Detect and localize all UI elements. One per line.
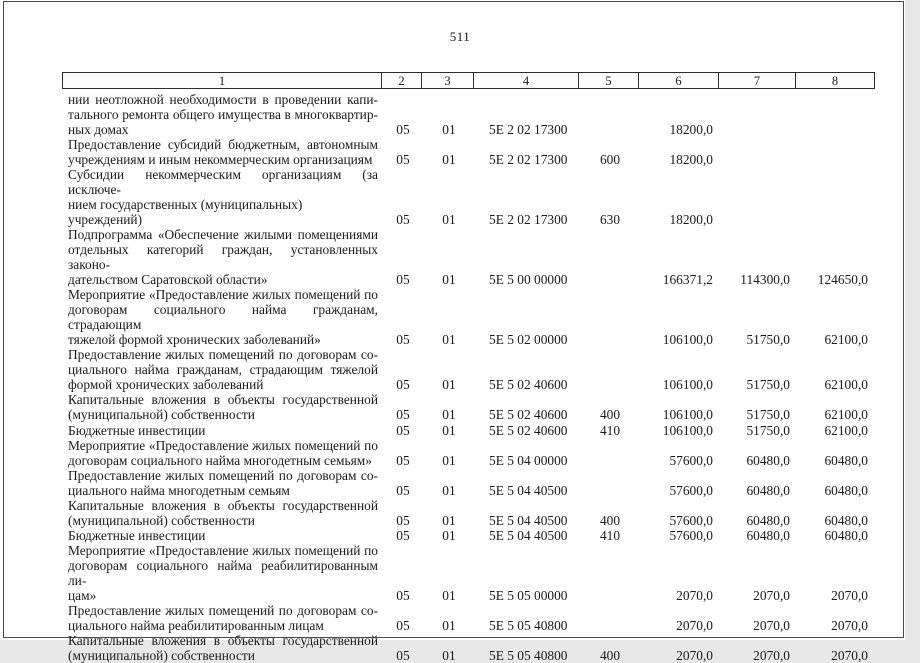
cell-target-article-code: 5Е 5 05 40800 <box>475 648 580 663</box>
table-row <box>62 633 875 663</box>
table-body <box>62 92 875 663</box>
header-cell-2: 2 <box>382 73 422 88</box>
row-label <box>62 392 383 422</box>
cell-amount-year3: 2070,0 <box>797 648 875 663</box>
row-label-line: договорам социального найма реабилитированным ли- <box>68 558 378 588</box>
cell-amount-year3: 2070,0 <box>797 618 875 633</box>
cell-amount-year1: 57600,0 <box>640 483 720 498</box>
cell-subsection-code: 01 <box>423 152 475 167</box>
cell-subsection-code: 01 <box>423 528 475 543</box>
header-cell-3: 3 <box>422 73 474 88</box>
row-label <box>62 633 383 663</box>
cell-amount-year1: 18200,0 <box>640 152 720 167</box>
row-label-line: договорам социального найма гражданам, страдающим <box>68 302 378 332</box>
cell-section-code: 05 <box>383 272 423 287</box>
cell-subsection-code: 01 <box>423 272 475 287</box>
row-label-line: Подпрограмма «Обеспечение жилыми помещениями <box>68 227 378 242</box>
cell-amount-year1: 106100,0 <box>640 377 720 392</box>
cell-amount-year2: 51750,0 <box>720 407 797 422</box>
cell-subsection-code: 01 <box>423 332 475 347</box>
cell-amount-year2: 2070,0 <box>720 618 797 633</box>
table-row <box>62 392 875 422</box>
cell-amount-year3: 60480,0 <box>797 513 875 528</box>
header-cell-4: 4 <box>474 73 579 88</box>
cell-amount-year2: 51750,0 <box>720 377 797 392</box>
row-label-line: Предоставление жилых помещений по договорам со- <box>68 603 378 618</box>
cell-subsection-code: 01 <box>423 122 475 137</box>
cell-amount-year3: 60480,0 <box>797 528 875 543</box>
table-row <box>62 137 875 167</box>
cell-amount-year2: 60480,0 <box>720 528 797 543</box>
row-label <box>62 498 383 528</box>
row-label-line: Субсидии некоммерческим организациям (за исключе- <box>68 167 378 197</box>
budget-expenditure-table <box>62 72 875 663</box>
cell-section-code: 05 <box>383 407 423 422</box>
row-label <box>62 227 383 287</box>
cell-target-article-code: 5Е 5 05 00000 <box>475 588 580 603</box>
row-label-line: Капитальные вложения в объекты государственной <box>68 633 378 648</box>
cell-section-code: 05 <box>383 332 423 347</box>
row-label-line: (муниципальной) собственности <box>68 407 378 422</box>
cell-amount-year1: 2070,0 <box>640 648 720 663</box>
row-label <box>62 137 383 167</box>
cell-expense-type-code: 400 <box>580 648 640 663</box>
cell-amount-year3: 60480,0 <box>797 453 875 468</box>
cell-section-code: 05 <box>383 618 423 633</box>
cell-section-code: 05 <box>383 212 423 227</box>
cell-subsection-code: 01 <box>423 423 475 438</box>
row-label-line: Предоставление жилых помещений по договорам со- <box>68 468 378 483</box>
row-label <box>62 468 383 498</box>
row-label-line: Капитальные вложения в объекты государственной <box>68 392 378 407</box>
cell-amount-year3: 2070,0 <box>797 588 875 603</box>
cell-amount-year1: 57600,0 <box>640 513 720 528</box>
cell-amount-year2: 2070,0 <box>720 588 797 603</box>
cell-subsection-code: 01 <box>423 618 475 633</box>
row-label-line: тального ремонта общего имущества в многоквартир- <box>68 107 378 122</box>
row-label <box>62 423 383 438</box>
cell-target-article-code: 5Е 5 00 00000 <box>475 272 580 287</box>
row-label-line: (муниципальной) собственности <box>68 513 378 528</box>
cell-section-code: 05 <box>383 377 423 392</box>
cell-amount-year2: 60480,0 <box>720 453 797 468</box>
cell-amount-year1: 2070,0 <box>640 588 720 603</box>
row-label <box>62 603 383 633</box>
cell-target-article-code: 5Е 2 02 17300 <box>475 122 580 137</box>
row-label-line: нии неотложной необходимости в проведении капи- <box>68 92 378 107</box>
cell-target-article-code: 5Е 5 04 40500 <box>475 483 580 498</box>
cell-subsection-code: 01 <box>423 648 475 663</box>
row-label-line: цам» <box>68 588 378 603</box>
table-row <box>62 438 875 468</box>
cell-amount-year2: 2070,0 <box>720 648 797 663</box>
cell-target-article-code: 5Е 5 04 40500 <box>475 513 580 528</box>
cell-section-code: 05 <box>383 588 423 603</box>
row-label-line: отдельных категорий граждан, установленных законо- <box>68 242 378 272</box>
cell-amount-year3: 62100,0 <box>797 423 875 438</box>
cell-amount-year2: 51750,0 <box>720 423 797 438</box>
row-label-line: Мероприятие «Предоставление жилых помещений по <box>68 438 378 453</box>
header-cell-7: 7 <box>719 73 796 88</box>
cell-section-code: 05 <box>383 453 423 468</box>
cell-amount-year3: 62100,0 <box>797 332 875 347</box>
row-label-line: тяжелой формой хронических заболеваний» <box>68 332 378 347</box>
cell-target-article-code: 5Е 5 02 40600 <box>475 423 580 438</box>
row-label-line: циального найма многодетным семьям <box>68 483 378 498</box>
cell-amount-year3: 62100,0 <box>797 377 875 392</box>
cell-expense-type-code: 600 <box>580 152 640 167</box>
cell-subsection-code: 01 <box>423 407 475 422</box>
table-row <box>62 92 875 137</box>
cell-amount-year3: 60480,0 <box>797 483 875 498</box>
cell-amount-year1: 18200,0 <box>640 212 720 227</box>
row-label-line: Предоставление субсидий бюджетным, автономным <box>68 137 378 152</box>
cell-amount-year2: 60480,0 <box>720 483 797 498</box>
cell-subsection-code: 01 <box>423 588 475 603</box>
row-label <box>62 528 383 543</box>
row-label-line: Капитальные вложения в объекты государственной <box>68 498 378 513</box>
row-label-line: (муниципальной) собственности <box>68 648 378 663</box>
cell-amount-year3: 124650,0 <box>797 272 875 287</box>
cell-target-article-code: 5Е 2 02 17300 <box>475 152 580 167</box>
row-label-line: Бюджетные инвестиции <box>68 423 378 438</box>
header-cell-1: 1 <box>63 73 382 88</box>
cell-target-article-code: 5Е 5 02 40600 <box>475 377 580 392</box>
cell-amount-year2: 51750,0 <box>720 332 797 347</box>
table-header-row <box>62 72 875 89</box>
table-row <box>62 227 875 287</box>
cell-target-article-code: 5Е 5 02 00000 <box>475 332 580 347</box>
table-row <box>62 287 875 347</box>
cell-section-code: 05 <box>383 423 423 438</box>
row-label-line: Мероприятие «Предоставление жилых помещений по <box>68 287 378 302</box>
cell-target-article-code: 5Е 2 02 17300 <box>475 212 580 227</box>
row-label-line: ных домах <box>68 122 378 137</box>
cell-subsection-code: 01 <box>423 453 475 468</box>
cell-amount-year1: 18200,0 <box>640 122 720 137</box>
cell-target-article-code: 5Е 5 04 40500 <box>475 528 580 543</box>
row-label-line: формой хронических заболеваний <box>68 377 378 392</box>
table-row <box>62 528 875 543</box>
cell-section-code: 05 <box>383 122 423 137</box>
table-row <box>62 468 875 498</box>
cell-amount-year3: 62100,0 <box>797 407 875 422</box>
cell-subsection-code: 01 <box>423 513 475 528</box>
row-label <box>62 92 383 137</box>
cell-amount-year1: 2070,0 <box>640 618 720 633</box>
table-row <box>62 498 875 528</box>
row-label-line: Бюджетные инвестиции <box>68 528 378 543</box>
cell-target-article-code: 5Е 5 02 40600 <box>475 407 580 422</box>
header-cell-6: 6 <box>639 73 719 88</box>
cell-expense-type-code: 400 <box>580 407 640 422</box>
cell-section-code: 05 <box>383 483 423 498</box>
page-number: 511 <box>0 29 920 45</box>
cell-target-article-code: 5Е 5 05 40800 <box>475 618 580 633</box>
cell-section-code: 05 <box>383 152 423 167</box>
table-row <box>62 603 875 633</box>
row-label-line: Предоставление жилых помещений по договорам со- <box>68 347 378 362</box>
table-row <box>62 543 875 603</box>
cell-amount-year1: 106100,0 <box>640 423 720 438</box>
cell-amount-year1: 106100,0 <box>640 407 720 422</box>
cell-amount-year1: 57600,0 <box>640 453 720 468</box>
table-row <box>62 167 875 227</box>
cell-amount-year2: 114300,0 <box>720 272 797 287</box>
cell-subsection-code: 01 <box>423 377 475 392</box>
header-cell-8: 8 <box>796 73 874 88</box>
row-label-line: циального найма гражданам, страдающим тяжелой <box>68 362 378 377</box>
row-label <box>62 287 383 347</box>
cell-subsection-code: 01 <box>423 483 475 498</box>
cell-expense-type-code: 410 <box>580 528 640 543</box>
cell-target-article-code: 5Е 5 04 00000 <box>475 453 580 468</box>
row-label-line: дательством Саратовской области» <box>68 272 378 287</box>
row-label <box>62 167 383 227</box>
row-label-line: договорам социального найма многодетным семьям» <box>68 453 378 468</box>
cell-subsection-code: 01 <box>423 212 475 227</box>
cell-amount-year2: 60480,0 <box>720 513 797 528</box>
cell-section-code: 05 <box>383 528 423 543</box>
header-cell-5: 5 <box>579 73 639 88</box>
row-label-line: Мероприятие «Предоставление жилых помещений по <box>68 543 378 558</box>
cell-expense-type-code: 410 <box>580 423 640 438</box>
cell-section-code: 05 <box>383 513 423 528</box>
row-label-line: учреждениям и иным некоммерческим организациям <box>68 152 378 167</box>
cell-expense-type-code: 630 <box>580 212 640 227</box>
table-row <box>62 347 875 392</box>
row-label-line: циального найма реабилитированным лицам <box>68 618 378 633</box>
row-label <box>62 543 383 603</box>
cell-section-code: 05 <box>383 648 423 663</box>
cell-amount-year1: 166371,2 <box>640 272 720 287</box>
cell-amount-year1: 57600,0 <box>640 528 720 543</box>
row-label-line: нием государственных (муниципальных) учреждений) <box>68 197 378 227</box>
row-label <box>62 347 383 392</box>
cell-expense-type-code: 400 <box>580 513 640 528</box>
cell-amount-year1: 106100,0 <box>640 332 720 347</box>
table-row <box>62 423 875 438</box>
row-label <box>62 438 383 468</box>
